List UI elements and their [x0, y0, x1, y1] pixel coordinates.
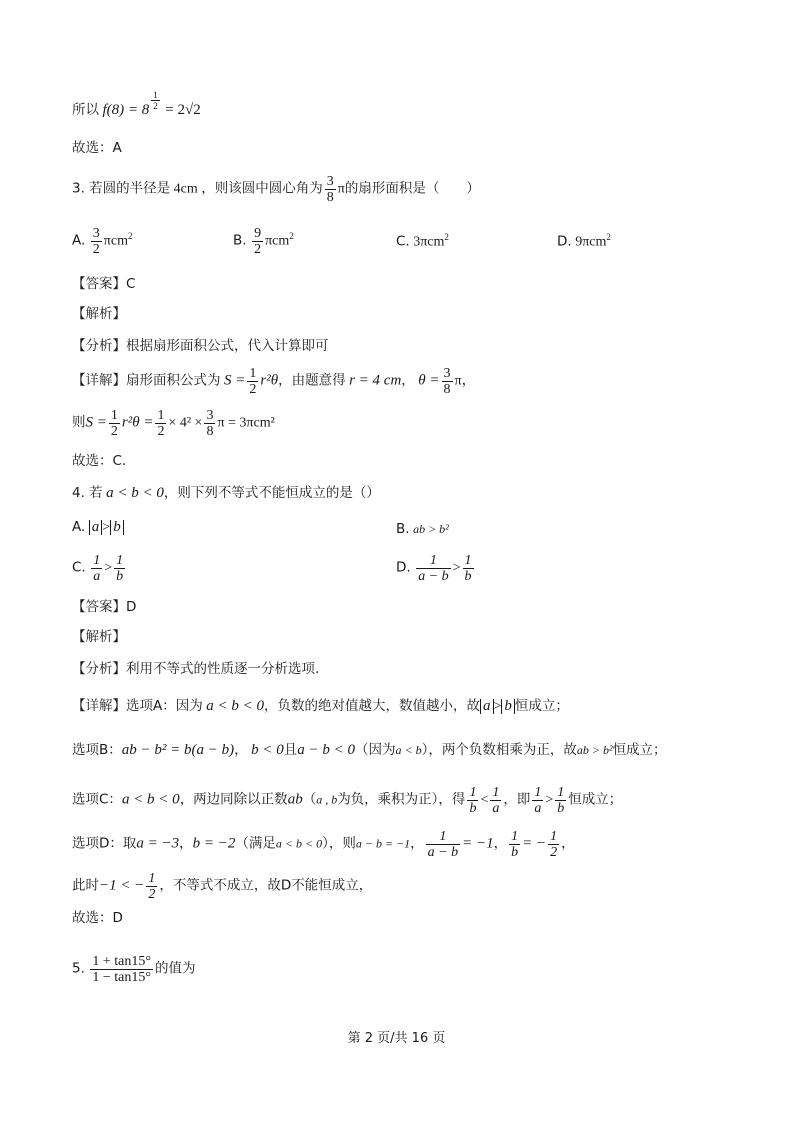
q4-option-c — [72, 553, 127, 584]
q4-detail-d — [72, 829, 575, 860]
math: b = −2 — [192, 835, 236, 852]
frac-num: 1 — [557, 785, 565, 800]
math: a − b = −1 — [355, 836, 411, 851]
math: πcm — [103, 233, 128, 249]
q4-detail-d2 — [72, 871, 372, 902]
frac-den: a − b — [427, 845, 459, 860]
frac-num: 9 — [254, 226, 262, 241]
text: ， — [234, 742, 248, 758]
fenxi-line: 【分析】利用不等式的性质逐一分析选项. — [72, 661, 320, 677]
q4-detail-a — [72, 697, 569, 716]
text: 此时 — [72, 877, 99, 894]
frac-den: b — [469, 801, 477, 816]
label: D. — [557, 233, 572, 250]
q4-stem — [72, 484, 380, 503]
frac-num: 1 — [148, 871, 156, 886]
frac-den: 2 — [254, 242, 262, 257]
frac-num: 1 — [511, 829, 519, 844]
frac-num: 1 — [110, 408, 118, 423]
frac-den: 2 — [110, 424, 118, 439]
frac-num: 1 — [492, 785, 500, 800]
math: 4cm — [173, 181, 198, 197]
frac-den: 1 − tan15° — [92, 970, 151, 985]
frac-num: 1 — [116, 553, 124, 568]
sup: 2 — [606, 232, 611, 242]
frac-den: 2 — [157, 424, 165, 439]
exp-num: 1 — [153, 90, 158, 100]
q4-detail-b — [72, 741, 667, 760]
frac-num: 3 — [443, 366, 451, 381]
math: a < b < 0 — [121, 791, 180, 808]
text: 的值为 — [155, 960, 196, 977]
frac-den: 8 — [326, 190, 334, 205]
math: r²θ = — [121, 414, 154, 431]
text: ，不等式不成立，故D不能恒成立， — [159, 877, 373, 894]
frac-den: 8 — [443, 382, 451, 397]
analysis-line: 【解析】 — [72, 306, 126, 322]
q3-option-c — [396, 228, 449, 252]
math: a — [89, 520, 103, 535]
math: = −1 — [462, 835, 494, 852]
math: θ = — [418, 372, 440, 389]
q4-detail-c: 选项C：a < b < 0，两边同除以正数ab（a , b为负，乘积为正），得 $\frac{1}{b}$ < $\frac{1}{a}$ ，即 $\frac{1}{a}$ > $\frac{1}{b}$ 恒成立； — [72, 785, 623, 816]
math: a < b < 0 — [275, 836, 323, 851]
text: 且 — [283, 742, 298, 758]
text: ），则 — [322, 835, 356, 852]
frac-num: 1 — [93, 553, 101, 568]
q3-stem — [72, 174, 480, 205]
text: ，负数的绝对值越大，数值越小，故 — [264, 698, 480, 714]
math: a — [480, 699, 494, 714]
text: ，由题意得 — [278, 372, 346, 389]
q3-detail-line — [72, 366, 476, 397]
math: b < 0 — [251, 742, 284, 758]
math: S = — [85, 414, 107, 431]
text: 恒成立； — [568, 791, 623, 808]
frac-den: a − b — [418, 569, 449, 584]
math: b — [110, 520, 124, 535]
choose-line: 故选：A — [72, 140, 122, 156]
label: 5. — [72, 960, 85, 977]
math: π = 3πcm² — [217, 415, 275, 431]
frac-den: 2 — [148, 887, 156, 902]
math: ab > b² — [413, 522, 449, 536]
text: （因为 — [355, 742, 396, 758]
frac-num: 3 — [206, 408, 214, 423]
text: ，则下列不等式不能恒成立的是（） — [163, 485, 380, 501]
label: D. — [396, 559, 411, 576]
frac-den: b — [464, 569, 472, 584]
math: r²θ — [260, 372, 279, 389]
answer-line: 【答案】C — [72, 276, 136, 292]
frac-num: 3 — [326, 174, 334, 189]
math: ab > b² — [576, 743, 613, 757]
math: 3πcm — [413, 234, 445, 250]
math: π — [337, 181, 345, 197]
math: ab — [287, 791, 303, 808]
line-top-result — [72, 90, 201, 120]
frac-den: 2 — [550, 845, 558, 860]
text: 选项C： — [72, 791, 122, 808]
text: 的扇形面积是（ ） — [344, 180, 480, 197]
exp-den: 2 — [153, 101, 158, 111]
text: ， — [401, 372, 415, 389]
text: 为负，乘积为正），得 — [337, 791, 466, 808]
frac-num: 1 — [416, 553, 450, 569]
label: A. — [72, 232, 86, 249]
math: a < b < 0 — [106, 485, 164, 501]
math: a , b — [316, 792, 338, 807]
math: f(8) = 8 — [102, 102, 150, 119]
math: π， — [454, 373, 476, 389]
frac-den: a — [93, 569, 101, 584]
text: 恒成立； — [514, 698, 569, 714]
text: 【详解】选项A：因为 — [72, 698, 203, 714]
text: 选项B： — [72, 742, 122, 758]
math: > — [102, 520, 111, 535]
math: a < b — [395, 743, 422, 757]
text: 3. 若圆的半径是 — [72, 180, 171, 197]
frac-den: 2 — [92, 242, 100, 257]
math: πcm — [265, 233, 290, 249]
frac-den: 2 — [249, 382, 257, 397]
math: −1 < − — [99, 877, 145, 894]
frac-num: 1 — [534, 785, 542, 800]
math: > — [493, 699, 502, 714]
frac-den: 8 — [206, 424, 214, 439]
math: a < b < 0 — [206, 698, 264, 714]
label: B. — [233, 232, 247, 249]
label: B. — [396, 521, 410, 537]
text: （满足 — [235, 835, 276, 852]
q3-calc-line — [72, 408, 275, 439]
frac-num: 1 — [426, 829, 460, 845]
sup: 2 — [444, 232, 449, 242]
math: > — [104, 560, 113, 576]
text: ， — [410, 835, 424, 852]
choose-line: 故选：C. — [72, 453, 127, 469]
text: ， — [493, 835, 508, 852]
math: b — [501, 699, 515, 714]
q3-option-a — [72, 226, 132, 257]
math: 9πcm — [575, 234, 607, 250]
text: ，则该圆中圆心角为 — [201, 180, 323, 197]
frac-den: b — [511, 845, 519, 860]
frac-num: 1 + tan15° — [92, 954, 151, 969]
frac-den: a — [534, 801, 542, 816]
frac-num: 1 — [249, 366, 257, 381]
frac-den: b — [557, 801, 565, 816]
math: ab − b² = b(a − b) — [121, 742, 235, 758]
label: C. — [396, 233, 410, 250]
text: ），两个负数相乘为正，故 — [421, 742, 577, 758]
frac-num: 1 — [464, 553, 472, 568]
text: 4. 若 — [72, 485, 103, 501]
math: = − — [522, 835, 547, 852]
math: r = 4 cm — [349, 372, 402, 389]
text: 选项D：取 — [72, 835, 137, 852]
sup: 2 — [289, 231, 294, 242]
math: a − b < 0 — [297, 742, 355, 758]
q3-option-b — [233, 226, 294, 257]
q4-option-a — [72, 518, 124, 537]
label: C. — [72, 559, 86, 576]
text: （ — [302, 791, 317, 808]
q3-option-d — [557, 228, 611, 252]
page-footer: 第 2 页/共 16 页 — [347, 1031, 446, 1046]
math: a = −3 — [136, 835, 180, 852]
math: = 2√2 — [165, 102, 201, 119]
answer-line: 【答案】D — [72, 599, 137, 615]
text: 所以 — [72, 102, 99, 119]
text: 【详解】扇形面积公式为 — [72, 372, 221, 389]
text: 恒成立； — [612, 742, 667, 758]
math: > — [452, 560, 461, 576]
frac-num: 1 — [550, 829, 558, 844]
frac-num: 1 — [157, 408, 165, 423]
fenxi-line: 【分析】根据扇形面积公式，代入计算即可 — [72, 338, 329, 354]
frac-num: 3 — [92, 226, 100, 241]
q4-option-b — [396, 520, 449, 539]
math: × 4² × — [168, 415, 203, 431]
frac-den: a — [492, 801, 500, 816]
analysis-line: 【解析】 — [72, 629, 126, 645]
frac-den: b — [116, 569, 124, 584]
text: ，两边同除以正数 — [179, 791, 288, 808]
q4-option-d — [396, 553, 476, 584]
math: S = — [224, 372, 246, 389]
label: A. — [72, 519, 86, 535]
choose-line: 故选：D — [72, 910, 123, 926]
text: 则 — [72, 414, 86, 431]
q5-stem — [72, 954, 196, 985]
frac-num: 1 — [469, 785, 477, 800]
text: ， — [561, 835, 575, 852]
text: ，即 — [503, 791, 531, 808]
text: ， — [179, 835, 193, 852]
sup: 2 — [127, 231, 133, 242]
